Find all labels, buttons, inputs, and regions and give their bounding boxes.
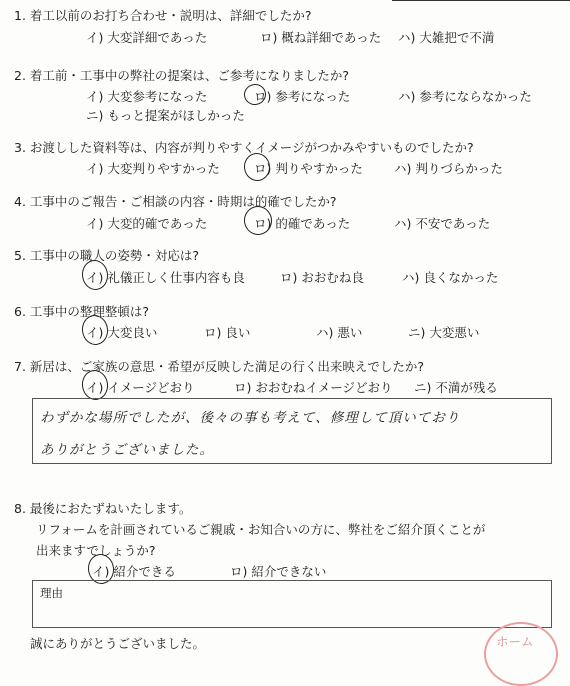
top-border-line	[392, 0, 570, 1]
question-8: 8. 最後におたずねいたします。	[14, 501, 192, 516]
q5-option-i: イ) 礼儀正しく仕事内容も良	[86, 270, 245, 285]
q6-option-ha: ハ) 悪い	[316, 325, 363, 340]
question-8-line-2: リフォームを計画されているご親戚・お知合いの方に、弊社をご紹介頂くことが	[36, 522, 486, 537]
q5-option-ro: ロ) おおむね良	[280, 270, 364, 285]
q1-option-i: イ) 大変詳細であった	[86, 30, 208, 45]
q6-option-i: イ) 大変良い	[86, 325, 158, 340]
q6-option-ni: ニ) 大変悪い	[408, 325, 480, 340]
question-3: 3. お渡しした資料等は、内容が判りやすくイメージがつかみやすいものでしたか?	[14, 140, 474, 155]
question-8-line-3: 出来ますでしょうか?	[36, 543, 156, 558]
q4-option-ha: ハ) 不安であった	[394, 216, 491, 231]
question-5: 5. 工事中の職人の姿勢・対応は?	[14, 248, 200, 263]
q4-option-i: イ) 大変的確であった	[86, 216, 208, 231]
reason-box	[32, 580, 552, 628]
q3-option-i: イ) 大変判りやすかった	[86, 161, 220, 176]
q1-option-ha: ハ) 大雑把で不満	[398, 30, 495, 45]
reason-label: 理由	[40, 586, 63, 600]
stamp-text: ホーム	[496, 634, 534, 649]
q7-comment-line-2: ありがとうございました。	[40, 442, 214, 458]
q7-comment-line-1: わずかな場所でしたが、後々の事も考えて、修理して頂いており	[40, 410, 461, 426]
q2-option-ni: ニ) もっと提案がほしかった	[86, 108, 245, 123]
question-6: 6. 工事中の整理整頓は?	[14, 304, 150, 319]
q5-option-ha: ハ) 良くなかった	[402, 270, 499, 285]
q2-option-ha: ハ) 参考にならなかった	[398, 89, 532, 104]
q2-option-ro: ロ) 参考になった	[254, 89, 351, 104]
q3-option-ro: ロ) 判りやすかった	[254, 161, 363, 176]
q7-option-i: イ) イメージどおり	[86, 380, 195, 395]
q6-option-ro: ロ) 良い	[204, 325, 251, 340]
q4-option-ro: ロ) 的確であった	[254, 216, 351, 231]
q7-option-ro: ロ) おおむねイメージどおり	[234, 380, 393, 395]
q8-option-ro: ロ) 紹介できない	[230, 564, 327, 579]
q1-option-ro: ロ) 概ね詳細であった	[260, 30, 382, 45]
q8-option-i: イ) 紹介できる	[92, 564, 176, 579]
question-4: 4. 工事中のご報告・ご相談の内容・時期は的確でしたか?	[14, 194, 337, 209]
q2-option-i: イ) 大変参考になった	[86, 89, 208, 104]
question-2: 2. 着工前・工事中の弊社の提案は、ご参考になりましたか?	[14, 68, 350, 83]
question-7: 7. 新居は、ご家族の意思・希望が反映した満足の行く出来映えでしたか?	[14, 359, 425, 374]
q7-option-ni: ニ) 不満が残る	[414, 380, 498, 395]
question-1: 1. 着工以前のお打ち合わせ・説明は、詳細でしたか?	[14, 8, 312, 23]
q3-selected-circle	[242, 151, 272, 182]
q3-option-ha: ハ) 判りづらかった	[394, 161, 503, 176]
closing-message: 誠にありがとうございました。	[30, 636, 206, 651]
